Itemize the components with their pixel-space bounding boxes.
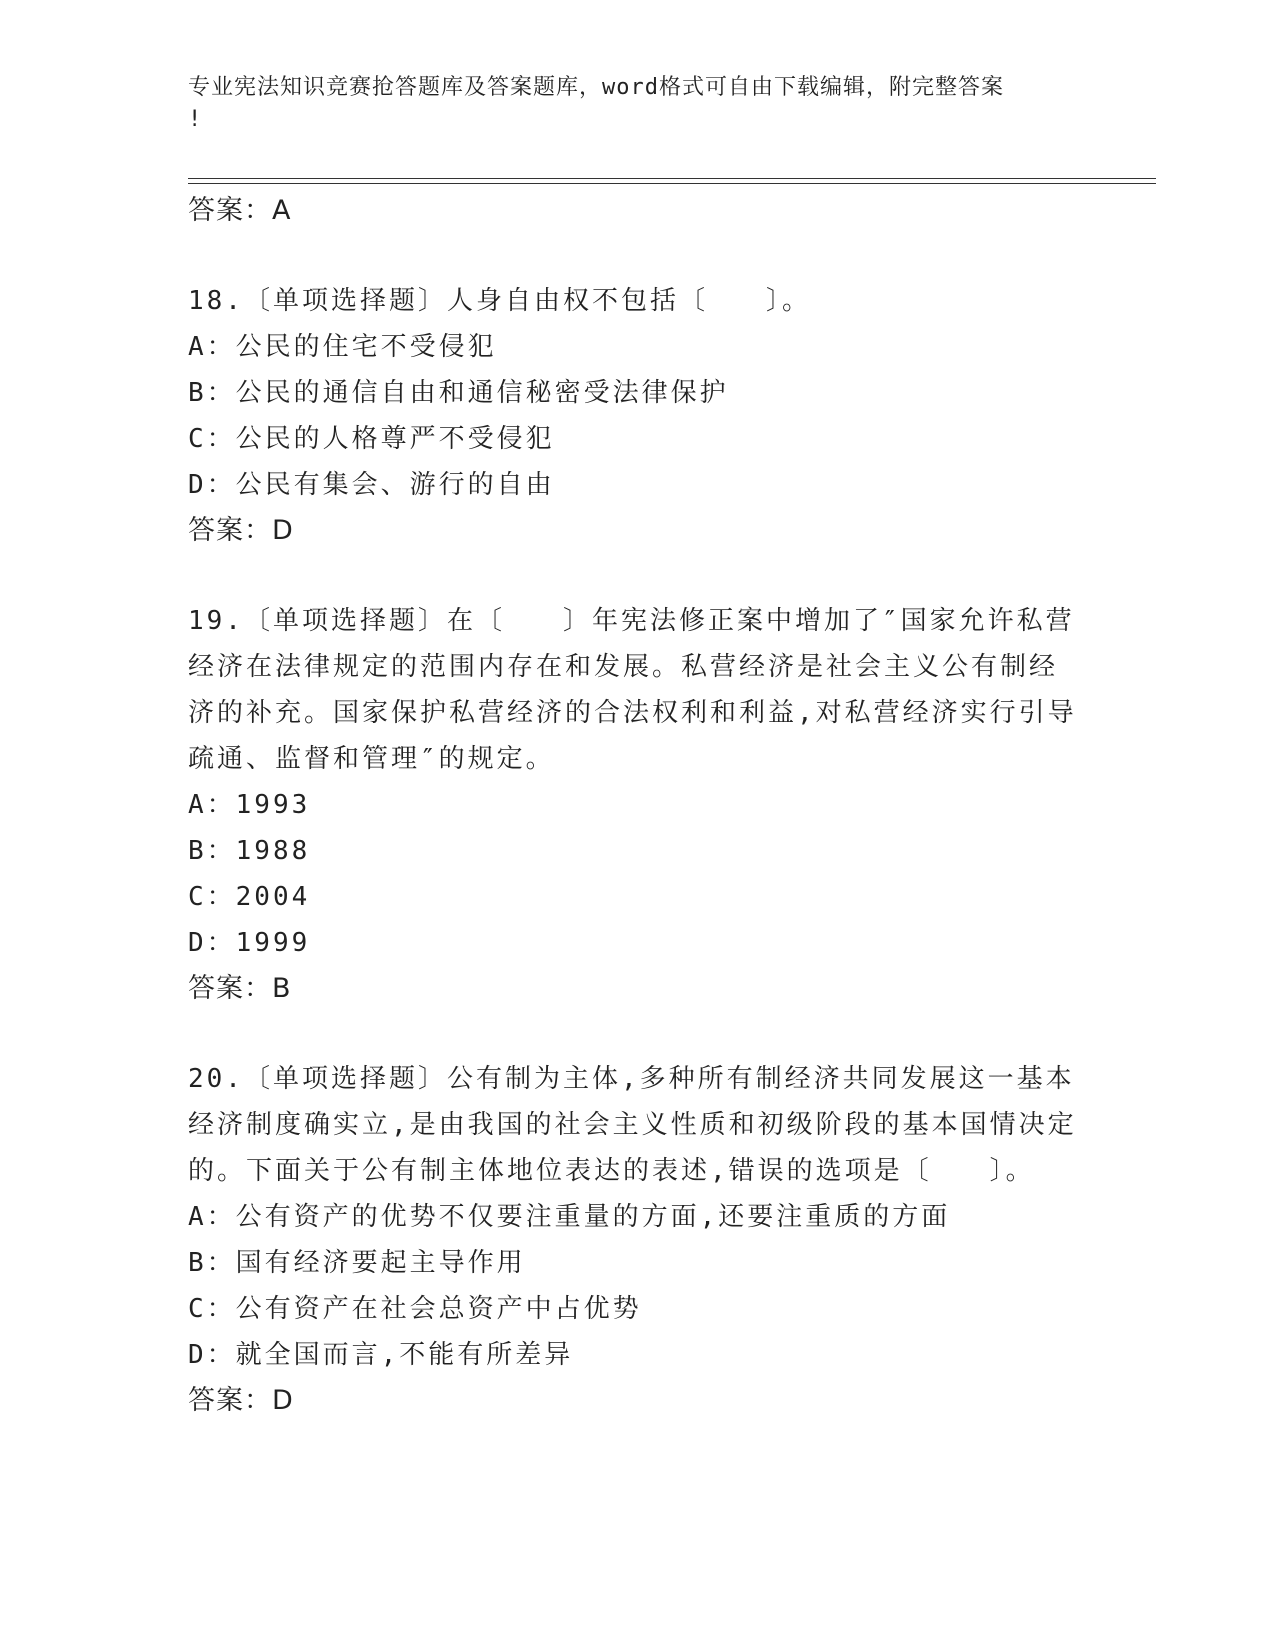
answer-line: 答案：D bbox=[188, 1385, 294, 1416]
option-a: A：公民的住宅不受侵犯 bbox=[188, 332, 497, 362]
header-rule-top bbox=[188, 178, 1156, 179]
header-line-2: ! bbox=[188, 107, 203, 132]
question-text-line: 的。下面关于公有制主体地位表达的表述,错误的选项是〔 〕。 bbox=[188, 1156, 1035, 1186]
option-d: D：1999 bbox=[188, 928, 311, 958]
question-text-line: 济的补充。国家保护私营经济的合法权利和利益,对私营经济实行引导 bbox=[188, 698, 1077, 728]
option-c: C：公民的人格尊严不受侵犯 bbox=[188, 424, 555, 454]
answer-line: 答案：A bbox=[188, 195, 292, 226]
question-text-line: 19.〔单项选择题〕在〔 〕年宪法修正案中增加了″国家允许私营 bbox=[188, 606, 1075, 636]
question-text-line: 20.〔单项选择题〕公有制为主体,多种所有制经济共同发展这一基本 bbox=[188, 1064, 1075, 1094]
header-line-1: 专业宪法知识竞赛抢答题库及答案题库，word格式可自由下载编辑，附完整答案 bbox=[188, 75, 1004, 100]
option-a: A：公有资产的优势不仅要注重量的方面,还要注重质的方面 bbox=[188, 1202, 951, 1232]
question-text: 18.〔单项选择题〕人身自由权不包括〔 〕。 bbox=[188, 286, 811, 316]
option-a: A：1993 bbox=[188, 790, 311, 820]
answer-line: 答案：D bbox=[188, 515, 294, 546]
header-rule-bottom bbox=[188, 183, 1156, 184]
option-b: B：1988 bbox=[188, 836, 311, 866]
document-header bbox=[188, 72, 1068, 136]
question-19 bbox=[188, 598, 1088, 1012]
option-c: C：2004 bbox=[188, 882, 311, 912]
question-text-line: 经济在法律规定的范围内存在和发展。私营经济是社会主义公有制经 bbox=[188, 652, 1059, 682]
option-c: C：公有资产在社会总资产中占优势 bbox=[188, 1294, 642, 1324]
option-d: D：公民有集会、游行的自由 bbox=[188, 470, 555, 500]
question-list bbox=[188, 188, 1088, 1424]
option-b: B：国有经济要起主导作用 bbox=[188, 1248, 526, 1278]
question-text-line: 经济制度确实立,是由我国的社会主义性质和初级阶段的基本国情决定 bbox=[188, 1110, 1077, 1140]
answer-line: 答案：B bbox=[188, 973, 292, 1004]
option-b: B：公民的通信自由和通信秘密受法律保护 bbox=[188, 378, 729, 408]
question-18 bbox=[188, 278, 1088, 554]
option-d: D：就全国而言,不能有所差异 bbox=[188, 1340, 574, 1370]
question-20 bbox=[188, 1056, 1088, 1424]
question-text-line: 疏通、监督和管理″的规定。 bbox=[188, 744, 555, 774]
